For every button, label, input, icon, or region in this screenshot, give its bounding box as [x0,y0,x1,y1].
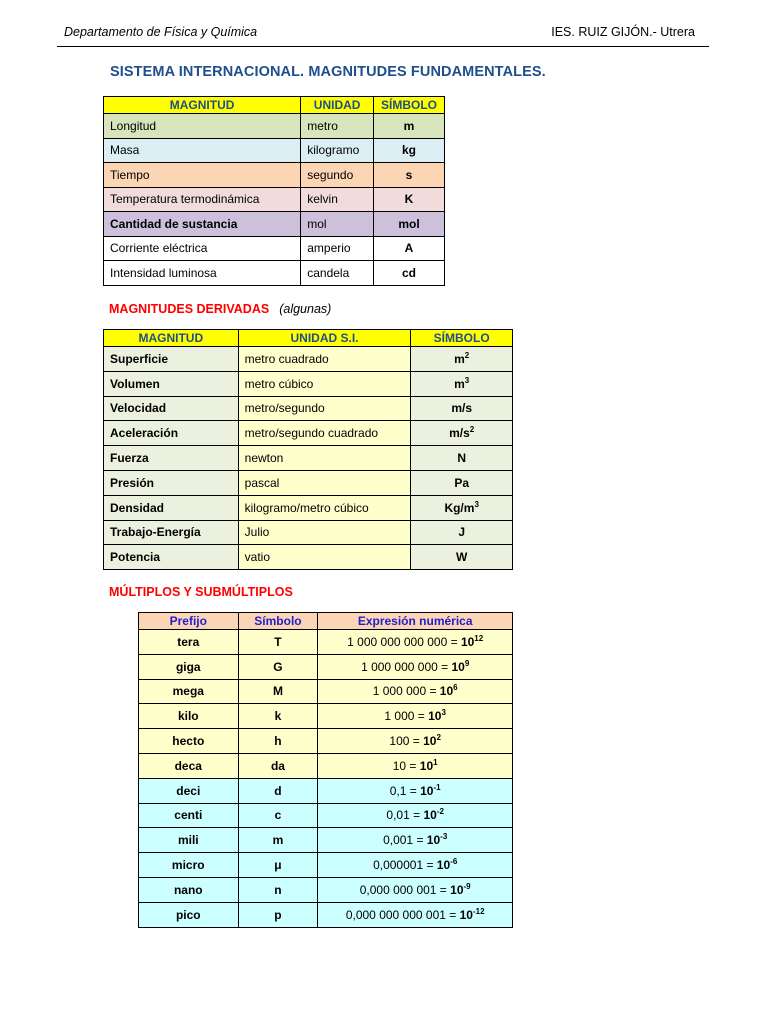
simbolo-text: m [454,376,465,391]
page-title: SISTEMA INTERNACIONAL. MAGNITUDES FUNDAMENTALES. [110,64,546,80]
column-header: Prefijo [139,613,239,630]
expresion-base: 10 [419,758,434,773]
column-header: MAGNITUD [104,97,301,114]
simbolo-cell: cd [374,261,445,286]
simbolo-text: m/s [451,401,473,416]
unidad-cell: Julio [238,520,411,545]
expresion-base: 10 [426,833,441,848]
simbolo-exponent: 2 [469,425,475,435]
derived-heading-note: (algunas) [279,302,332,316]
table-row [104,114,445,139]
prefijo-cell: centi [139,803,239,828]
simbolo-cell [411,347,513,372]
unidad-cell: newton [238,446,411,471]
table-row [104,545,513,570]
magnitud-cell: Trabajo-Energía [104,520,239,545]
prefijo-cell: pico [139,902,239,927]
simbolo-text: m [454,351,465,366]
table-row [104,520,513,545]
expresion-exponent: -1 [433,782,441,792]
simbolo-cell: m [374,114,445,139]
table-row [104,236,445,261]
expresion-number: 1 000 000 = [372,684,440,699]
table-row [104,495,513,520]
header-department: Departamento de Física y Química [64,25,258,39]
expresion-cell [318,803,513,828]
expresion-number: 1 000 = [384,709,429,724]
simbolo-cell: G [238,654,318,679]
expresion-exponent: -3 [440,832,448,842]
simbolo-text: Kg/m [444,500,475,515]
expresion-cell [318,853,513,878]
expresion-exponent: 1 [433,757,438,767]
table-header-row [104,330,513,347]
column-header: Expresión numérica [318,613,513,630]
magnitud-cell: Temperatura termodinámica [104,187,301,212]
derived-heading-title: MAGNITUDES DERIVADAS [109,302,270,316]
simbolo-cell: da [238,753,318,778]
simbolo-cell [411,520,513,545]
table-row [139,853,513,878]
expresion-cell [318,753,513,778]
prefijo-cell: mili [139,828,239,853]
prefijo-cell: hecto [139,729,239,754]
expresion-base: 10 [436,858,451,873]
expresion-exponent: 3 [441,708,446,718]
simbolo-cell: s [374,163,445,188]
expresion-base: 10 [420,783,434,798]
expresion-exponent: -6 [450,857,458,867]
simbolo-cell [411,545,513,570]
header-divider [57,46,709,47]
unidad-cell: kelvin [301,187,374,212]
table-row [139,778,513,803]
column-header: SÍMBOLO [411,330,513,347]
expresion-cell [318,729,513,754]
magnitud-cell: Volumen [104,371,239,396]
unidad-cell: vatio [238,545,411,570]
simbolo-cell [411,421,513,446]
table-row [139,704,513,729]
prefijo-cell: tera [139,630,239,655]
expresion-number: 10 = [392,758,420,773]
column-header: UNIDAD S.I. [238,330,411,347]
table-row [139,828,513,853]
simbolo-cell [411,446,513,471]
table-row [139,630,513,655]
table-row [139,902,513,927]
expresion-exponent: 9 [464,658,470,668]
simbolo-cell: h [238,729,318,754]
simbolo-text: m/s [449,426,470,441]
simbolo-cell: T [238,630,318,655]
table-row [104,187,445,212]
expresion-number: 100 = [389,734,424,749]
expresion-base: 10 [451,659,465,674]
expresion-number: 0,01 = [386,808,424,823]
table-row [104,347,513,372]
column-header: Símbolo [238,613,318,630]
prefijo-cell: giga [139,654,239,679]
column-header: SÍMBOLO [374,97,445,114]
prefijo-cell: kilo [139,704,239,729]
expresion-number: 1 000 000 000 000 = [347,634,461,649]
expresion-exponent: -12 [472,906,485,916]
table-row [104,163,445,188]
table-row [104,421,513,446]
expresion-cell [318,828,513,853]
simbolo-cell: mol [374,212,445,237]
table-row [104,371,513,396]
table-row [104,446,513,471]
simbolo-cell: n [238,877,318,902]
fundamental-magnitudes-table [103,96,445,286]
expresion-base: 10 [428,709,442,724]
unidad-cell: metro cúbico [238,371,411,396]
table-row [139,729,513,754]
table-row [104,396,513,421]
table-row [139,803,513,828]
magnitud-cell: Densidad [104,495,239,520]
simbolo-cell: k [238,704,318,729]
simbolo-cell [411,371,513,396]
magnitud-cell: Tiempo [104,163,301,188]
expresion-exponent: 12 [474,633,484,643]
magnitud-cell: Velocidad [104,396,239,421]
derived-magnitudes-table [103,329,513,570]
table-row [139,877,513,902]
simbolo-cell [411,470,513,495]
expresion-cell [318,877,513,902]
header-school: IES. RUIZ GIJÓN.- Utrera [551,25,695,39]
unidad-cell: metro/segundo [238,396,411,421]
prefijo-cell: deci [139,778,239,803]
simbolo-cell: p [238,902,318,927]
prefixes-table [138,612,513,928]
expresion-exponent: 6 [453,683,458,693]
expresion-exponent: -9 [463,881,471,891]
expresion-number: 0,000 000 001 = [359,882,451,897]
simbolo-cell: d [238,778,318,803]
magnitud-cell: Presión [104,470,239,495]
unidad-cell: metro cuadrado [238,347,411,372]
simbolo-text: N [457,451,466,466]
simbolo-text: J [458,525,466,540]
table-row [139,679,513,704]
prefijo-cell: deca [139,753,239,778]
simbolo-cell [411,396,513,421]
unidad-cell: pascal [238,470,411,495]
table-row [139,753,513,778]
expresion-exponent: -2 [436,807,444,817]
simbolo-cell: K [374,187,445,212]
prefijo-cell: micro [139,853,239,878]
column-header: UNIDAD [301,97,374,114]
expresion-exponent: 2 [436,733,441,743]
expresion-number: 0,001 = [383,833,427,848]
simbolo-cell [411,495,513,520]
expresion-base: 10 [459,907,473,922]
magnitud-cell: Corriente eléctrica [104,236,301,261]
expresion-cell [318,704,513,729]
unidad-cell: kilogramo [301,138,374,163]
expresion-base: 10 [423,808,437,823]
unidad-cell: kilogramo/metro cúbico [238,495,411,520]
expresion-base: 10 [423,734,437,749]
magnitud-cell: Masa [104,138,301,163]
unidad-cell: mol [301,212,374,237]
simbolo-text: W [456,550,468,565]
simbolo-cell: M [238,679,318,704]
magnitud-cell: Longitud [104,114,301,139]
expresion-base: 10 [439,684,454,699]
simbolo-cell: A [374,236,445,261]
magnitud-cell: Superficie [104,347,239,372]
magnitud-cell: Fuerza [104,446,239,471]
column-header: MAGNITUD [104,330,239,347]
magnitud-cell: Cantidad de sustancia [104,212,301,237]
expresion-number: 0,1 = [389,783,421,798]
multiples-heading: MÚLTIPLOS Y SUBMÚLTIPLOS [109,585,293,599]
expresion-number: 1 000 000 000 = [361,659,452,674]
expresion-cell [318,654,513,679]
simbolo-cell: c [238,803,318,828]
table-header-row [104,97,445,114]
table-row [139,654,513,679]
magnitud-cell: Potencia [104,545,239,570]
prefijo-cell: mega [139,679,239,704]
unidad-cell: segundo [301,163,374,188]
simbolo-text: Pa [454,475,470,490]
unidad-cell: metro [301,114,374,139]
unidad-cell: candela [301,261,374,286]
expresion-base: 10 [450,882,464,897]
simbolo-exponent: 3 [474,499,479,509]
table-row [104,470,513,495]
simbolo-cell: kg [374,138,445,163]
prefijo-cell: nano [139,877,239,902]
table-header-row [139,613,513,630]
expresion-number: 0,000 000 000 001 = [345,907,460,922]
derived-heading [109,302,331,316]
expresion-cell [318,679,513,704]
expresion-cell [318,630,513,655]
expresion-cell [318,778,513,803]
expresion-base: 10 [460,634,475,649]
expresion-number: 0,000001 = [373,858,437,873]
unidad-cell: metro/segundo cuadrado [238,421,411,446]
unidad-cell: amperio [301,236,374,261]
table-row [104,261,445,286]
simbolo-cell: m [238,828,318,853]
simbolo-exponent: 3 [464,375,470,385]
expresion-cell [318,902,513,927]
table-row [104,138,445,163]
magnitud-cell: Intensidad luminosa [104,261,301,286]
simbolo-cell: μ [238,853,318,878]
table-row [104,212,445,237]
magnitud-cell: Aceleración [104,421,239,446]
simbolo-exponent: 2 [464,350,470,360]
